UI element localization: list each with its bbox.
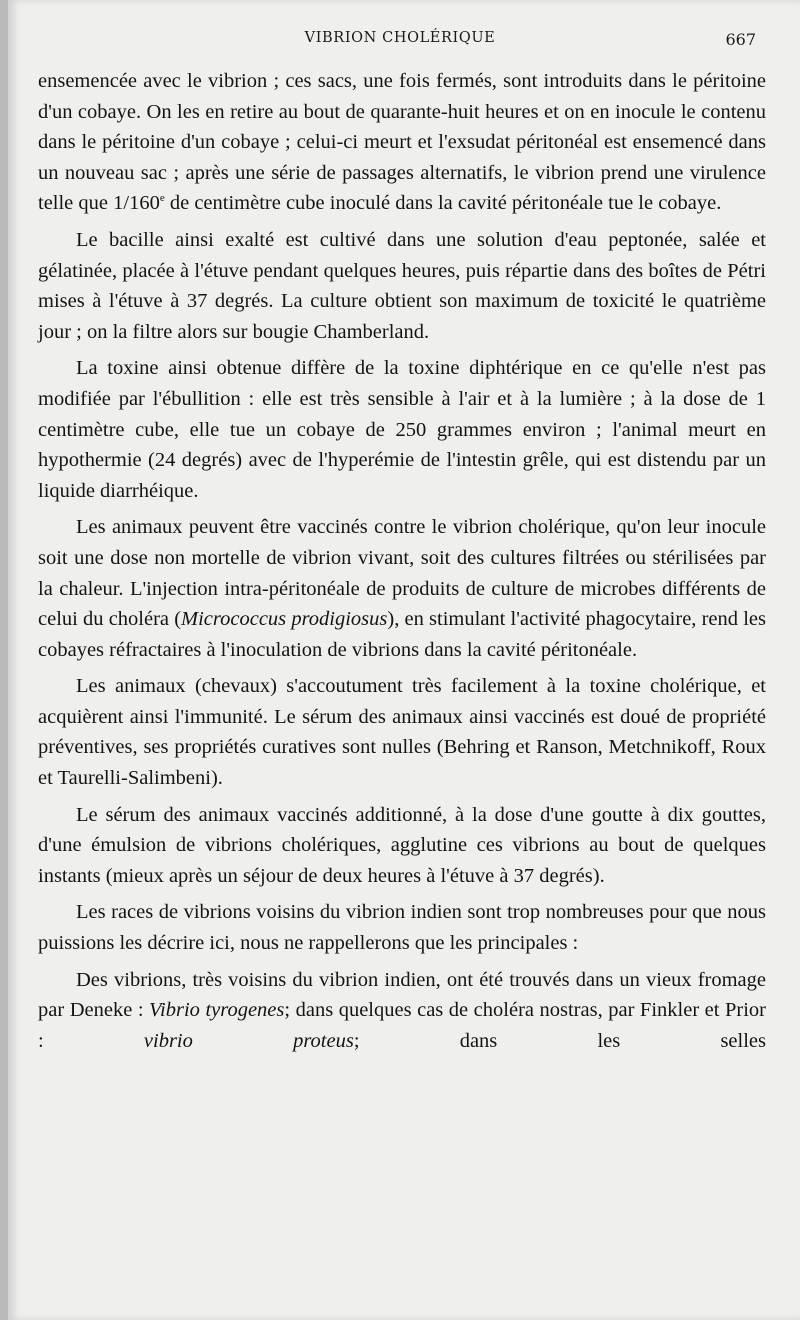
- text-run: Des vibrions, très voisins du vibrion indien, ont été trouvés dans un vieux fromage par Deneke :: [38, 968, 766, 1022]
- text-run: La toxine ainsi obtenue diffère de la toxine diphtérique en ce qu'elle n'est pas modifiée par l'ébullition : elle est très sensible à l'air et à la lumière ; à la dose de 1 centimètre cube, elle tue un cobaye de 250 grammes environ ; l'animal meurt en hypothermie (24 degrés) avec de l'hyperémie de l'intestin grêle, qui est distendu par un liquide diarrhéique.: [38, 357, 766, 502]
- paragraph: [38, 353, 766, 506]
- paragraph: [38, 225, 766, 347]
- paragraph: [38, 66, 766, 219]
- superscript: e: [159, 192, 165, 205]
- text-body: [38, 66, 766, 1056]
- running-title: VIBRION CHOLÉRIQUE: [304, 30, 496, 46]
- text-run: Les animaux peuvent être vaccinés contre le vibrion cholérique, qu'on leur inocule soit une dose non mortelle de vibrion vivant, soit des cultures filtrées ou stérilisées par la chaleur. L'injection intra-péritonéale de produits de culture de microbes différents de celui du choléra (: [38, 516, 766, 631]
- italic-term: vibrio proteus: [143, 1029, 354, 1052]
- text-run: Le sérum des animaux vaccinés additionné, à la dose d'une goutte à dix gouttes, d'une émulsion de vibrions cholériques, agglutine ces vibrions au bout de quelques instants (mieux après un séjour de deux heures à l'étuve à 37 degrés).: [38, 803, 766, 887]
- italic-term: Micrococcus prodigiosus: [181, 608, 388, 631]
- book-page: [8, 0, 800, 1320]
- text-run: ), en stimulant l'activité phagocytaire, rend les cobayes réfractaires à l'inoculation de vibrions dans la cavité péritonéale.: [38, 608, 766, 661]
- text-run: ensemencée avec le vibrion ; ces sacs, une fois fermés, sont introduits dans le péritoine d'un cobaye. On les en retire au bout de quarante-huit heures et on en inocule le contenu dans le péritoine d'un cobaye ; celui-ci meurt et l'exsudat péritonéal est ensemencé dans un nouveau sac ; après une série de passages alternatifs, le vibrion prend une virulence telle que 1/160: [38, 70, 766, 215]
- text-run: Les races de vibrions voisins du vibrion indien sont trop nombreuses pour que nous puissions les décrire ici, nous ne rappellerons que les principales :: [38, 901, 766, 955]
- italic-term: Vibrio tyrogenes: [149, 999, 285, 1022]
- paragraph: [38, 671, 766, 793]
- paragraph: [38, 897, 766, 958]
- paragraph: [38, 965, 766, 1057]
- paragraph: [38, 800, 766, 892]
- page-header: [44, 30, 756, 54]
- text-run: ; dans quelques cas de choléra nostras, par Finkler et Prior :: [38, 999, 766, 1052]
- page-number: 667: [725, 30, 756, 49]
- text-run: Les animaux (chevaux) s'accoutument très facilement à la toxine cholérique, et acquièrent ainsi l'immunité. Le sérum des animaux ainsi vaccinés est doué de propriété préventives, ses propriétés curatives sont nulles (Behring et Ranson, Metchnikoff, Roux et Taurelli-Salimbeni).: [38, 675, 766, 790]
- text-run: de centimètre cube inoculé dans la cavité péritonéale tue le cobaye.: [164, 192, 722, 215]
- paragraph: [38, 512, 766, 665]
- text-run: Le bacille ainsi exalté est cultivé dans une solution d'eau peptonée, salée et gélatinée, placée à l'étuve pendant quelques heures, puis répartie dans des boîtes de Pétri mises à l'étuve à 37 degrés. La culture obtient son maximum de toxicité le quatrième jour ; on la filtre alors sur bougie Chamberland.: [38, 228, 766, 343]
- text-run: ; dans les selles: [353, 1029, 766, 1052]
